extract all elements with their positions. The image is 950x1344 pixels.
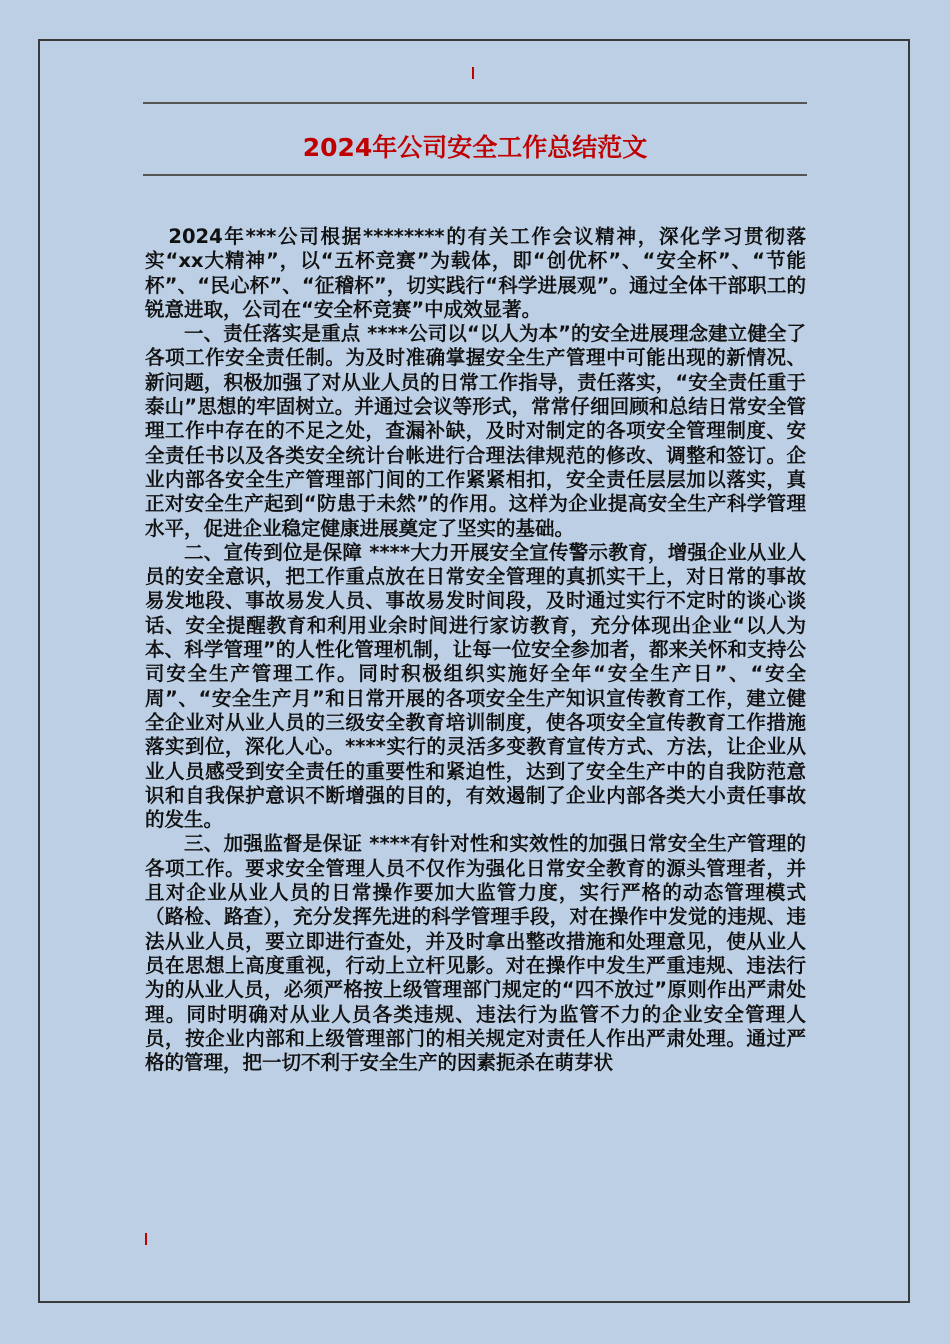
title-rule — [143, 174, 807, 176]
header-mark — [472, 67, 474, 79]
paragraph-intro: 2024年***公司根据********的有关工作会议精神，深化学习贯彻落实“xx大精神”，以“五杯竞赛”为载体，即“创优杯”、“安全杯”、“节能杯”、“民心杯”、“征稽杯”，切实践行“科学进展观”。通过全体干部职工的锐意进取，公司在“安全杯竞赛”中成效显著。 — [145, 225, 806, 321]
paragraph-section-3: 三、加强监督是保证 ****有针对性和实效性的加强日常安全生产管理的各项工作。要求安全管理人员不仅作为强化日常安全教育的源头管理者，并且对企业从业人员的日常操作要加大监管力度，实行严格的动态管理模式（路检、路查），充分发挥先进的科学管理手段，对在操作中发觉的违规、违法从业人员，要立即进行查处，并及时拿出整改措施和处理意见，使从业人员在思想上高度重视，行动上立杆见影。对在操作中发生严重违规、违法行为的从业人员，必须严格按上级管理部门规定的“四不放过”原则作出严肃处理。同时明确对从业人员各类违规、违法行为监管不力的企业安全管理人员，按企业内部和上级管理部门的相关规定对责任人作出严肃处理。通过严格的管理，把一切不利于安全生产的因素扼杀在萌芽状 — [145, 832, 806, 1075]
paragraph-section-2: 二、宣传到位是保障 ****大力开展安全宣传警示教育，增强企业从业人员的安全意识，把工作重点放在日常安全管理的真抓实干上，对日常的事故易发地段、事故易发人员、事故易发时间段，及时通过实行不定时的谈心谈话、安全提醒教育和利用业余时间进行家访教育，充分体现出企业“以人为本、科学管理”的人性化管理机制，让每一位安全参加者，都来关怀和支持公司安全生产管理工作。同时积极组织实施好全年“安全生产日”、“安全周”、“安全生产月”和日常开展的各项安全生产知识宣传教育工作，建立健全企业对从业人员的三级安全教育培训制度，使各项安全宣传教育工作措施落实到位，深化人心。****实行的灵活多变教育宣传方式、方法，让企业从业人员感受到安全责任的重要性和紧迫性，达到了安全生产中的自我防范意识和自我保护意识不断增强的目的，有效遏制了企业内部各类大小责任事故的发生。 — [145, 540, 806, 832]
footer-mark — [145, 1233, 147, 1245]
header-rule — [143, 102, 807, 104]
document-title: 2024年公司安全工作总结范文 — [302, 133, 648, 162]
paragraph-section-1: 一、责任落实是重点 ****公司以“以人为本”的安全进展理念建立健全了各项工作安全责任制。为及时准确掌握安全生产管理中可能出现的新情况、新问题，积极加强了对从业人员的日常工作指导，责任落实，“安全责任重于泰山”思想的牢固树立。并通过会议等形式，常常仔细回顾和总结日常安全管理工作中存在的不足之处，查漏补缺，及时对制定的各项安全管理制度、安全责任书以及各类安全统计台帐进行合理法律规范的修改、调整和签订。企业内部各安全生产管理部门间的工作紧紧相扣，安全责任层层加以落实，真正对安全生产起到“防患于未然”的作用。这样为企业提高安全生产科学管理水平，促进企业稳定健康进展奠定了坚实的基础。 — [145, 322, 806, 540]
document-body — [145, 225, 806, 1075]
